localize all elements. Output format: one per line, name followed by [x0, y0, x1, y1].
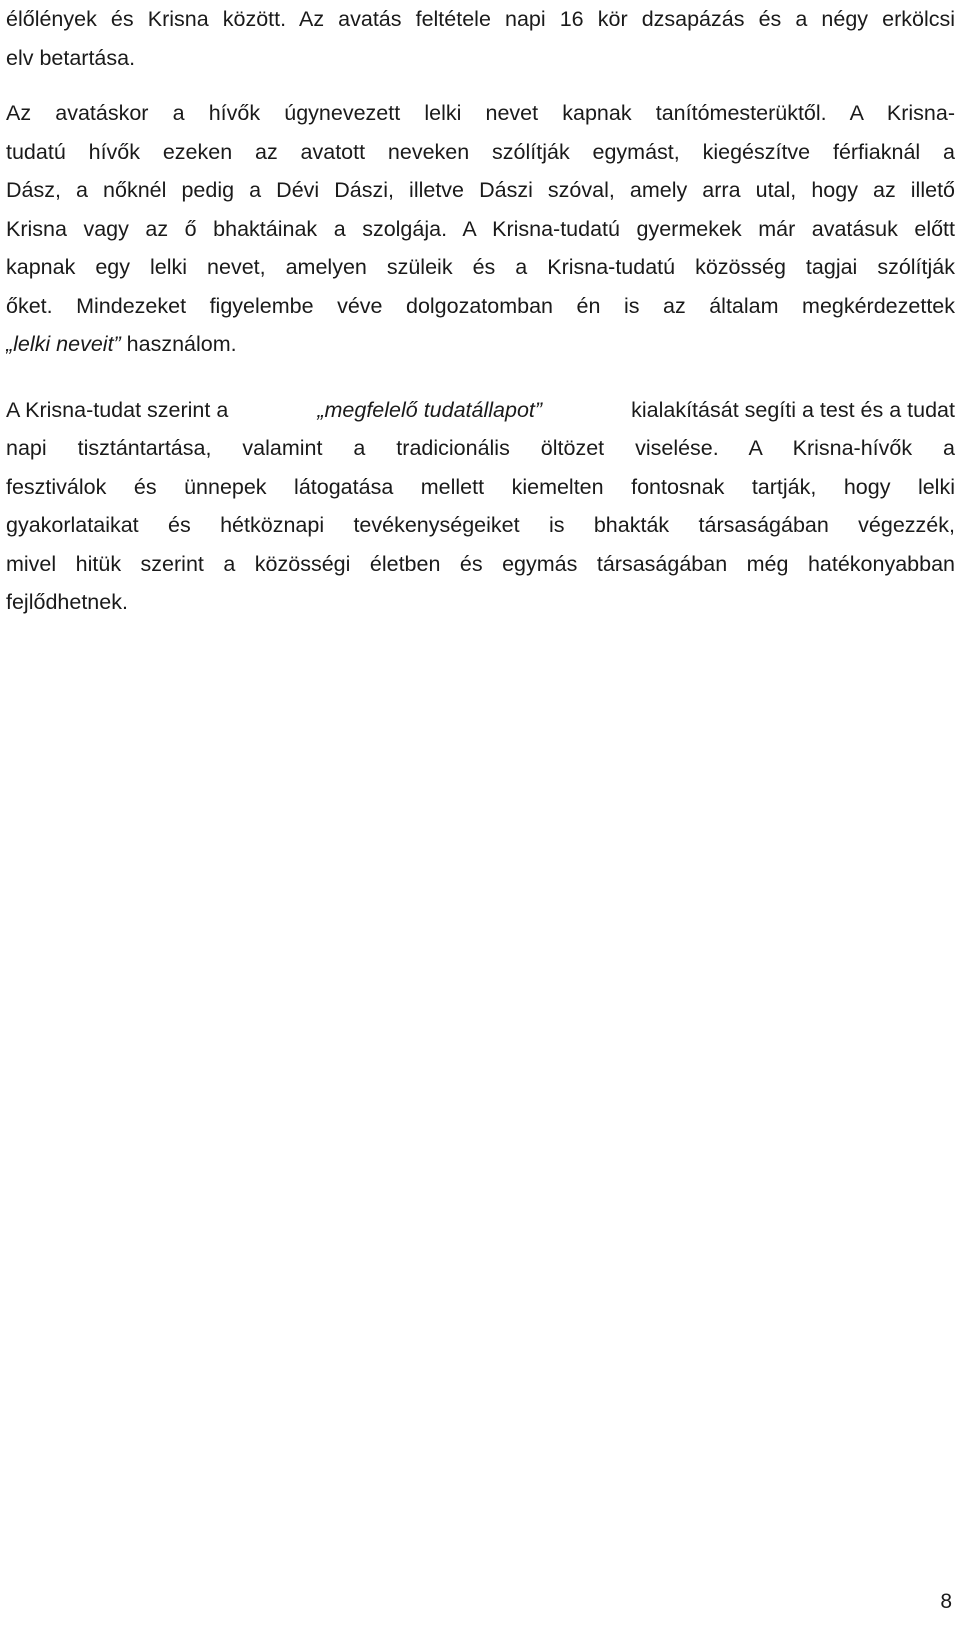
italic-term: „lelki neveit” [6, 332, 121, 356]
text-fragment: kialakítását segíti a test és a tudat [625, 397, 955, 422]
text-line: Az avatáskor a hívők úgynevezett lelki nevet kapnak tanítómesterüktől. A Krisna- [6, 101, 955, 125]
text-line: fesztiválok és ünnepek látogatása mellett kiemelten fontosnak tartják, hogy lelki [6, 474, 955, 499]
text-line: élőlények és Krisna között. Az avatás feltétele napi 16 kör dzsapázás és a négy erkölcsi [6, 7, 955, 31]
text-line [6, 325, 955, 364]
text-fragment: A Krisna-tudat szerint a [6, 397, 235, 422]
paragraph-3 [6, 391, 955, 622]
paragraph-1 [6, 0, 955, 77]
text-line: Dász, a nőknél pedig a Dévi Dászi, illetve Dászi szóval, amely arra utal, hogy az illető [6, 178, 955, 202]
paragraph-2 [6, 94, 955, 364]
document-page [6, 0, 955, 622]
page-number: 8 [940, 1590, 952, 1613]
text-line: elv betartása. [6, 45, 136, 70]
text-line: Krisna vagy az ő bhaktáinak a szolgája. A Krisna-tudatú gyermekek már avatásuk előtt [6, 216, 955, 241]
text-line: fejlődhetnek. [6, 590, 128, 614]
text-line: őket. Mindezeket figyelembe véve dolgozatomban én is az általam megkérdezettek [6, 293, 955, 318]
text-line: gyakorlataikat és hétköznapi tevékenységeiket is bhakták társaságában végezzék, [6, 513, 955, 537]
italic-term: „megfelelő tudatállapot” [317, 397, 543, 422]
text-line [6, 391, 955, 430]
text-line: tudatú hívők ezeken az avatott neveken szólítják egymást, kiegészítve férfiaknál a [6, 139, 955, 164]
text-fragment: használom. [120, 332, 237, 356]
text-line: kapnak egy lelki nevet, amelyen szüleik és a Krisna-tudatú közösség tagjai szólítják [6, 255, 955, 279]
text-line: napi tisztántartása, valamint a tradicionális öltözet viselése. A Krisna-hívők a [6, 436, 955, 460]
text-line: mivel hitük szerint a közösségi életben és egymás társaságában még hatékonyabban [6, 551, 955, 576]
